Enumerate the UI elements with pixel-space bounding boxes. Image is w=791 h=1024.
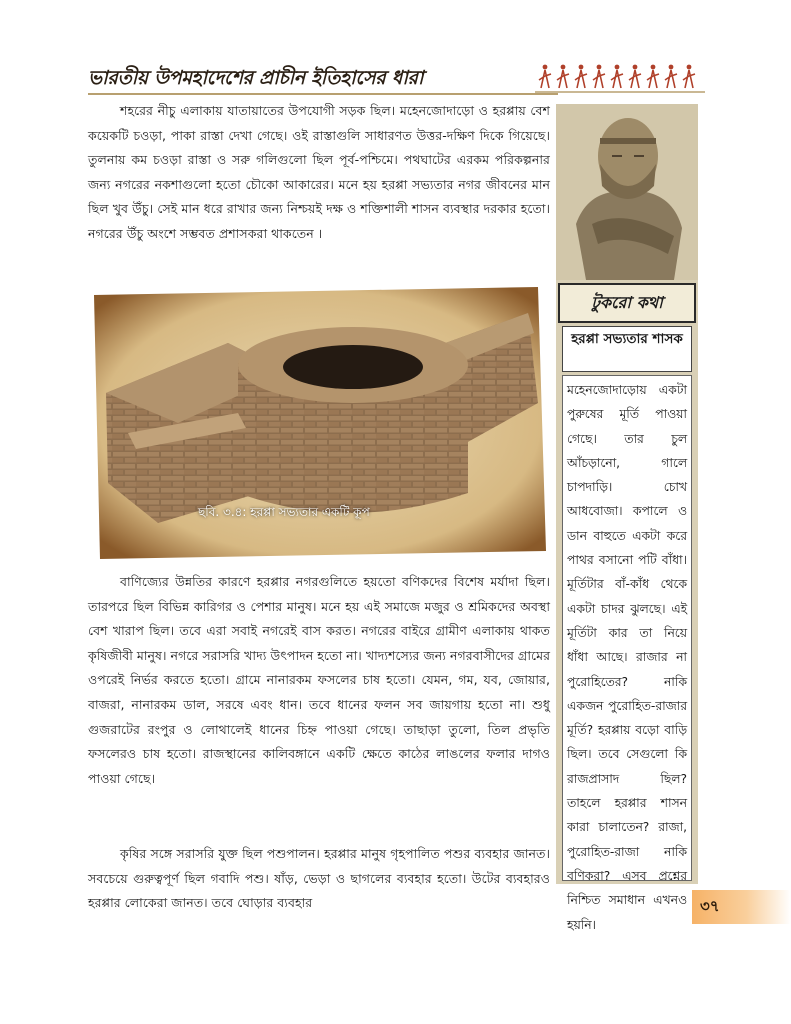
figure-caption: ছবি. ৩.৪: হরপ্পা সভ্যতার একটি কূপ [198, 505, 370, 519]
body-paragraph-3: কৃষির সঙ্গে সরাসরি যুক্ত ছিল পশুপালন। হরপ্পার মানুষ গৃহপালিত পশুর ব্যবহার জানত। সবচেয়ে গুরুত্বপূর্ণ ছিল গবাদি পশু। ষাঁড়, ভেড়া ও ছাগলের ব্যবহার হতো। উটের ব্যবহারও হরপ্পার লোকেরা জানত। তবে ঘোড়ার ব্যবহার [88, 846, 550, 911]
sidebar-subheading: হরপ্পা সভ্যতার শাসক [562, 326, 692, 372]
body-paragraph-2: বাণিজ্যের উন্নতির কারণে হরপ্পার নগরগুলিতে হয়তো বণিকদের বিশেষ মর্যাদা ছিল। তারপরে ছিল বিভিন্ন কারিগর ও পেশার মানুষ। মনে হয় এই সমাজে মজুর ও শ্রমিকদের অবস্থা বেশ খারাপ ছিল। তবে এরা সবাই নগরেই বাস করত। নগরের বাইরে গ্রামীণ এলাকায় থাকত কৃষিজীবী মানুষ। নগরে সরাসরি খাদ্য উৎপাদন হতো না। খাদ্যশস্যের জন্য নগরবাসীদের গ্রামের ওপরেই নির্ভর করতে হতো। গ্রামে নানারকম ফসলের চাষ হতো। যেমন, গম, যব, জোয়ার, বাজরা, নানারকম ডাল, সরষে এবং ধান। তবে ধানের ফলন সব জায়গায় হতো না। শুধু গুজরাটের রংপুর ও লোথালেই ধানের চিহ্ন পাওয়া গেছে। তাছাড়া তুলো, তিল প্রভৃতি ফসলেরও চাষ হতো। রাজস্থানের কালিবঙ্গানে একটি ক্ষেতে কাঠের লাঙলের ফলার দাগও পাওয়া গেছে। [88, 574, 550, 786]
decorative-figures-icon [535, 58, 705, 98]
header-rule [88, 93, 558, 95]
body-paragraph-1: শহরের নীচু এলাকায় যাতায়াতের উপযোগী সড়ক ছিল। মহেনজোদাড়ো ও হরপ্পায় বেশ কয়েকটি চওড়া, পাকা রাস্তা দেখা গেছে। ওই রাস্তাগুলি সাধারণত উত্তর-দক্ষিণ দিকে গিয়েছে। তুলনায় কম চওড়া রাস্তা ও সরু গলিগুলো ছিল পূর্ব-পশ্চিমে। পথঘাটের এরকম পরিকল্পনার জন্য নগরের নকশাগুলো হতো চৌকো আকারের। মনে হয় হরপ্পা সভ্যতার নগর জীবনের মান ছিল খুব উঁচু। সেই মান ধরে রাখার জন্য নিশ্চয়ই দক্ষ ও শক্তিশালী শাসন ব্যবস্থার দরকার হতো। নগরের উঁচু অংশে সম্ভবত প্রশাসকরা থাকতেন । [88, 103, 550, 241]
page-number: ৩৭ [700, 897, 720, 915]
sidebar-text: মহেনজোদাড়োয় একটা পুরুষের মূর্তি পাওয়া গেছে। তার চুল আঁচড়ানো, গালে চাপদাড়ি। চোখ আধবোজা। কপালে ও ডান বাহুতে একটা করে পাথর বসানো পটি বাঁধা। মূর্তিটার বাঁ-কাঁধ থেকে একটা চাদর ঝুলছে। এই মূর্তিটা কার তা নিয়ে ধাঁধা আছে। রাজার না পুরোহিতের? নাকি একজন পুরোহিত-রাজার মূর্তি? হরপ্পায় বড়ো বাড়ি ছিল। তবে সেগুলো কি রাজপ্রাসাদ ছিল? তাহলে হরপ্পার শাসন কারা চালাতেন? রাজা, পুরোহিত-রাজা নাকি বণিকরা? এসব প্রশ্নের নিশ্চিত সমাধান এখনও হয়নি। [562, 375, 692, 881]
priest-king-statue-image [556, 104, 698, 280]
page-header-title: ভারতীয় উপমহাদেশের প্রাচীন ইতিহাসের ধারা [88, 67, 424, 89]
sidebar-box-title: টুকরো কথা [558, 283, 696, 323]
